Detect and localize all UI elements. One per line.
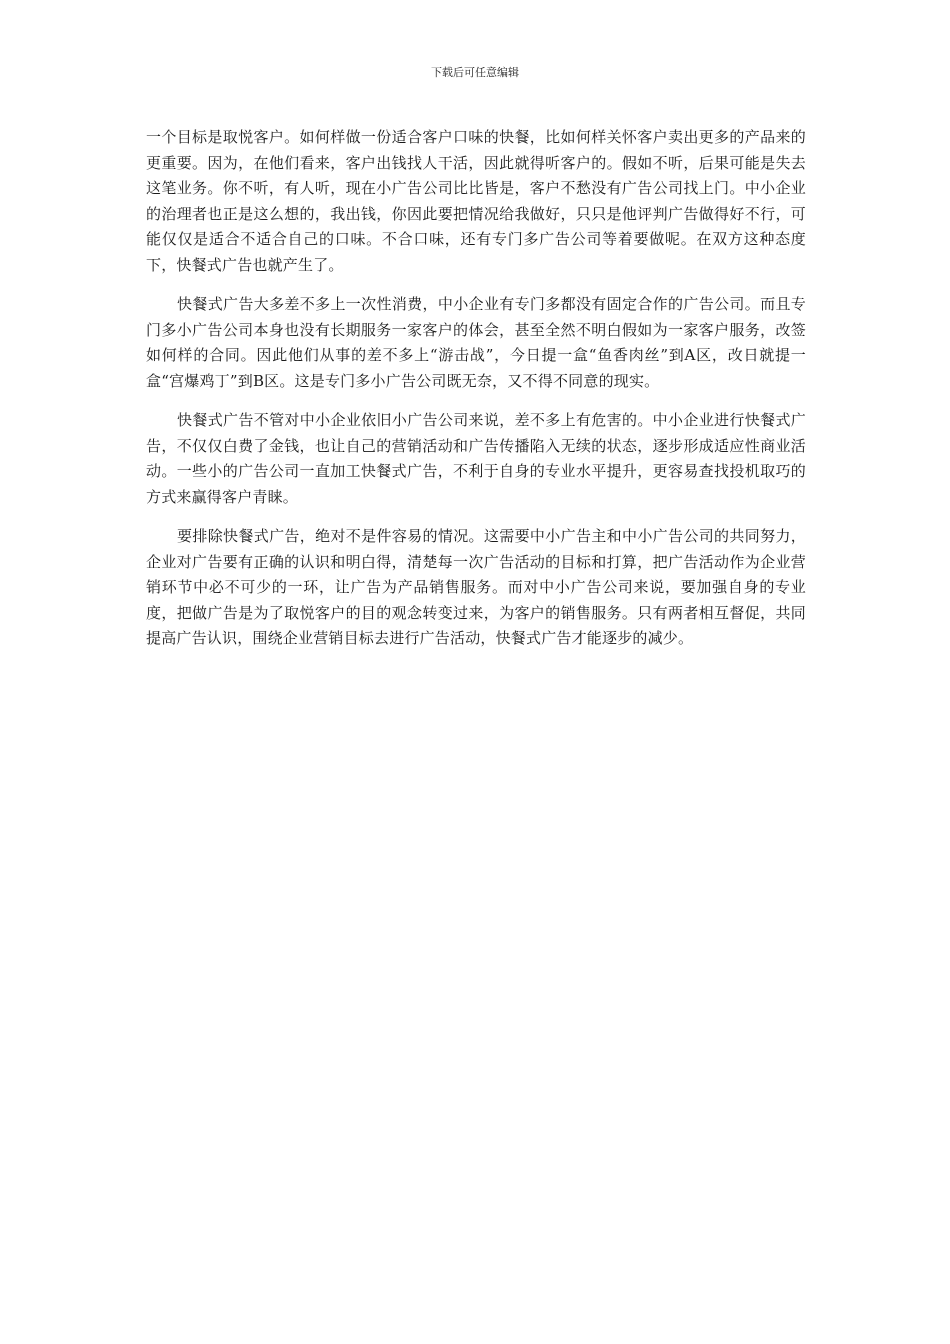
document-body xyxy=(146,125,806,666)
paragraph-2: 快餐式广告大多差不多上一次性消费，中小企业有专门多都没有固定合作的广告公司。而且专门多小广告公司本身也没有长期服务一家客户的体会，甚至全然不明白假如为一家客户服务，改签如何样的合同。因此他们从事的差不多上“游击战”，今日提一盒“鱼香肉丝”到A区，改日就提一盒“宫爆鸡丁”到B区。这是专门多小广告公司既无奈，又不得不同意的现实。 xyxy=(146,295,806,390)
header-note: 下载后可任意编辑 xyxy=(431,66,519,79)
paragraph-4: 要排除快餐式广告，绝对不是件容易的情况。这需要中小广告主和中小广告公司的共同努力，企业对广告要有正确的认识和明白得，清楚每一次广告活动的目标和打算，把广告活动作为企业营销环节中必不可少的一环，让广告为产品销售服务。而对中小广告公司来说，要加强自身的专业度，把做广告是为了取悦客户的目的观念转变过来，为客户的销售服务。只有两者相互督促，共同提高广告认识，围绕企业营销目标去进行广告活动，快餐式广告才能逐步的减少。 xyxy=(146,527,806,647)
paragraph-3: 快餐式广告不管对中小企业依旧小广告公司来说，差不多上有危害的。中小企业进行快餐式广告，不仅仅白费了金钱，也让自己的营销活动和广告传播陷入无续的状态，逐步形成适应性商业活动。一些小的广告公司一直加工快餐式广告，不利于自身的专业水平提升，更容易查找投机取巧的方式来赢得客户青睐。 xyxy=(146,411,806,506)
paragraph-1: 一个目标是取悦客户。如何样做一份适合客户口味的快餐，比如何样关怀客户卖出更多的产品来的更重要。因为，在他们看来，客户出钱找人干活，因此就得听客户的。假如不听，后果可能是失去这笔业务。你不听，有人听，现在小广告公司比比皆是，客户不愁没有广告公司找上门。中小企业的治理者也正是这么想的，我出钱，你因此要把情况给我做好，只只是他评判广告做得好不行，可能仅仅是适合不适合自己的口味。不合口味，还有专门多广告公司等着要做呢。在双方这种态度下，快餐式广告也就产生了。 xyxy=(146,128,806,274)
